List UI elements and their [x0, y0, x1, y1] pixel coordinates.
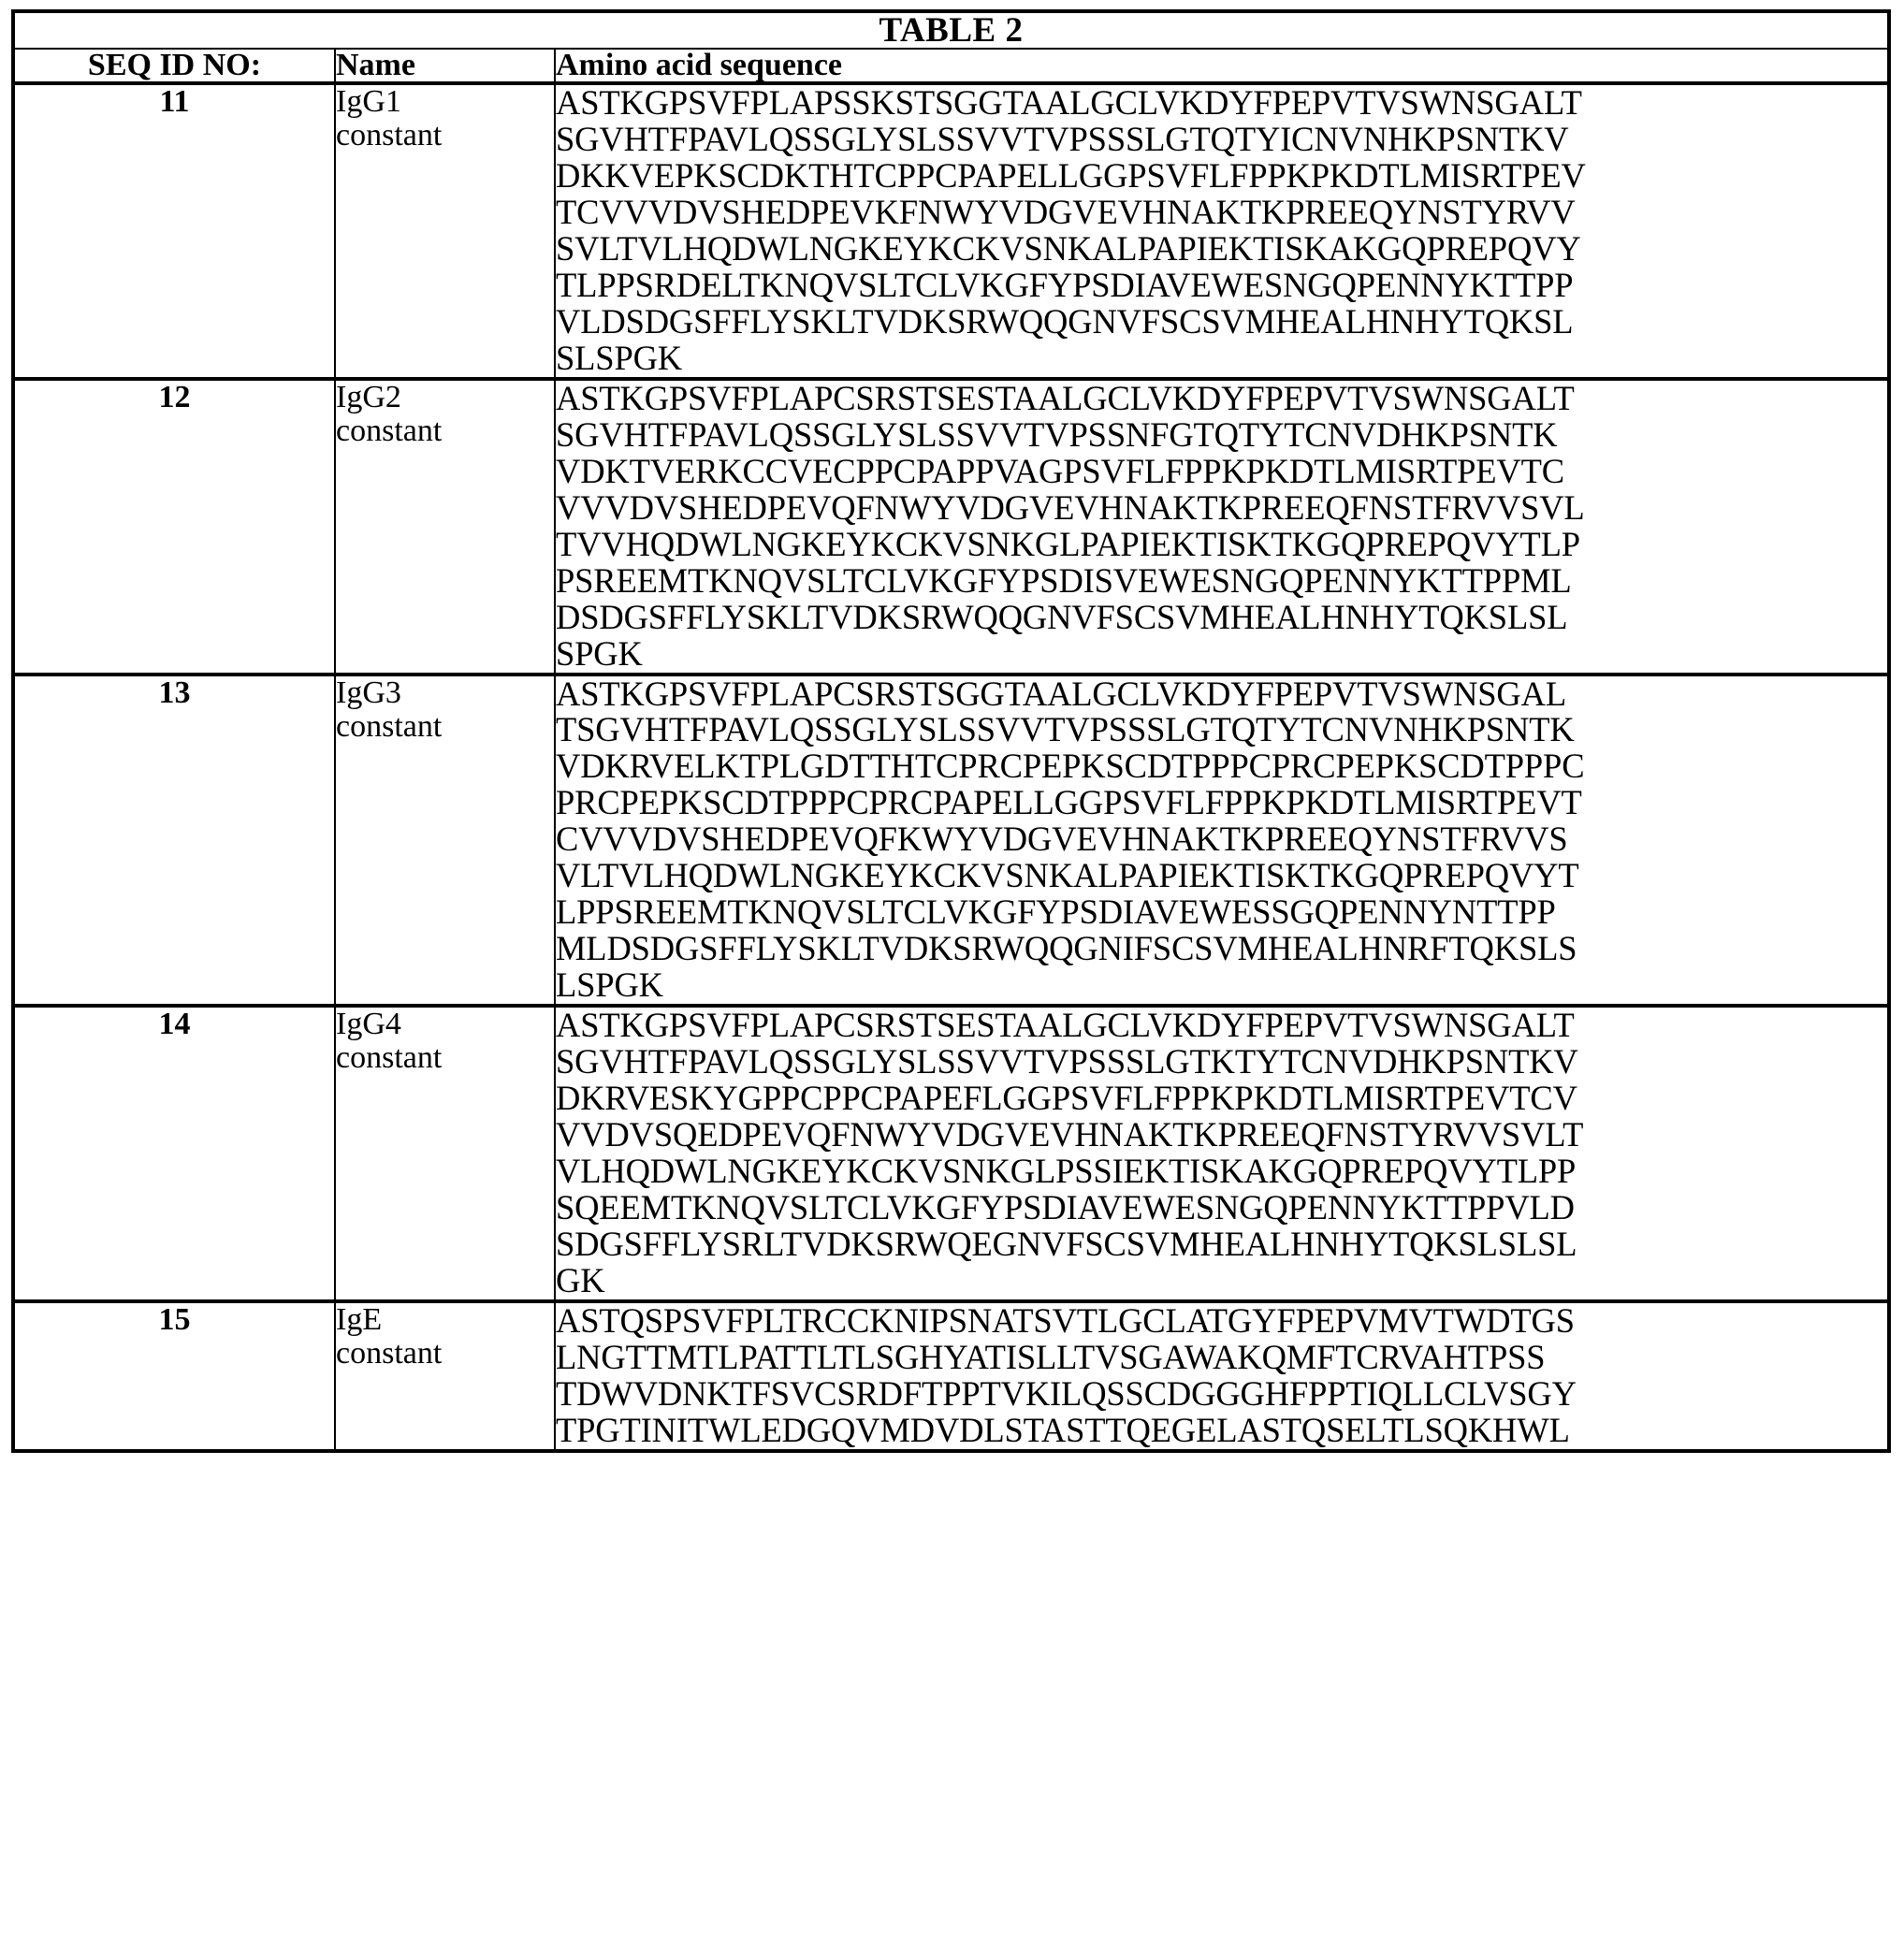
- table-row: [13, 1006, 1889, 1301]
- sequence-line: TCVVVDVSHEDPEVKFNWYVDGVEVHNAKTKPREEQYNSTYRVV: [556, 192, 1576, 231]
- cell-amino-acid-sequence: [555, 83, 1889, 379]
- table-title: TABLE 2: [13, 11, 1889, 49]
- sequence-line: VDKTVERKCCVECPPCPAPPVAGPSVFLFPPKPKDTLMISRTPEVTC: [556, 451, 1564, 490]
- sequence-line: TDWVDNKTFSVCSRDFTPPTVKILQSSCDGGGHFPPTIQLLCLVSGY: [556, 1373, 1577, 1413]
- name-line: constant: [336, 413, 443, 448]
- name-line: constant: [336, 118, 443, 153]
- cell-seq-id: 11: [13, 83, 335, 379]
- cell-name: [335, 1301, 555, 1451]
- sequence-line: PRCPEPKSCDTPPPCPRCPAPELLGGPSVFLFPPKPKDTLMISRTPEVT: [556, 783, 1582, 822]
- table-row: [13, 675, 1889, 1007]
- sequence-line: SDGSFFLYSRLTVDKSRWQEGNVFSCSVMHEALHNHYTQKSLSLSL: [556, 1225, 1577, 1264]
- name-line: IgG1: [336, 84, 401, 119]
- column-header-row: [13, 49, 1889, 83]
- column-header-name: Name: [335, 49, 555, 83]
- table-header: [13, 11, 1889, 83]
- sequence-line: SLSPGK: [556, 338, 683, 377]
- sequence-line: CVVVDVSHEDPEVQFKWYVDGVEVHNAKTKPREEQYNSTFRVVS: [556, 820, 1568, 859]
- table-title-row: [13, 11, 1889, 49]
- cell-name: [335, 1006, 555, 1301]
- sequence-line: SVLTVLHQDWLNGKEYKCKVSNKALPAPIEKTISKAKGQPREPQVY: [556, 228, 1581, 268]
- sequence-line: SGVHTFPAVLQSSGLYSLSSVVTVPSSNFGTQTYTCNVDHKPSNTK: [556, 414, 1558, 454]
- sequence-table: [11, 9, 1891, 1453]
- sequence-line: ASTKGPSVFPLAPSSKSTSGGTAALGCLVKDYFPEPVTVSWNSGALT: [556, 83, 1582, 122]
- name-line: constant: [336, 1040, 443, 1076]
- table-body: [13, 83, 1889, 1451]
- sequence-line: TPGTINITWLEDGQVMDVDLSTASTTQEGELASTQSELTLSQKHWL: [556, 1410, 1570, 1449]
- sequence-line: SQEEMTKNQVSLTCLVKGFYPSDIAVEWESNGQPENNYKTTPPVLD: [556, 1188, 1575, 1227]
- name-line: IgG4: [336, 1007, 401, 1042]
- sequence-line: DKRVESKYGPPCPPCPAPEFLGGPSVFLFPPKPKDTLMISRTPEVTCV: [556, 1079, 1577, 1118]
- sequence-line: TVVHQDWLNGKEYKCKVSNKGLPAPIEKTISKTKGQPREPQVYTLP: [556, 524, 1580, 563]
- sequence-line: VLTVLHQDWLNGKEYKCKVSNKALPAPIEKTISKTKGQPREPQVYT: [556, 856, 1579, 895]
- cell-amino-acid-sequence: [555, 1006, 1889, 1301]
- sequence-line: SGVHTFPAVLQSSGLYSLSSVVTVPSSSLGTKTYTCNVDHKPSNTKV: [556, 1042, 1578, 1081]
- name-line: IgE: [336, 1301, 383, 1337]
- column-header-seq-id: SEQ ID NO:: [13, 49, 335, 83]
- sequence-line: TLPPSRDELTKNQVSLTCLVKGFYPSDIAVEWESNGQPENNYKTTPP: [556, 265, 1574, 304]
- cell-amino-acid-sequence: [555, 1301, 1889, 1451]
- sequence-line: LSPGK: [556, 965, 663, 1005]
- sequence-line: VLHQDWLNGKEYKCKVSNKGLPSSIEKTISKAKGQPREPQVYTLPP: [556, 1152, 1577, 1191]
- sequence-line: GK: [556, 1261, 605, 1299]
- cell-name: [335, 83, 555, 379]
- name-line: constant: [336, 1336, 443, 1371]
- cell-name: [335, 675, 555, 1007]
- cell-amino-acid-sequence: [555, 675, 1889, 1007]
- name-line: constant: [336, 708, 443, 744]
- sequence-line: SGVHTFPAVLQSSGLYSLSSVVTVPSSSLGTQTYICNVNHKPSNTKV: [556, 119, 1569, 158]
- table-row: [13, 83, 1889, 379]
- table-row: [13, 379, 1889, 675]
- name-line: IgG3: [336, 675, 401, 710]
- sequence-line: VVDVSQEDPEVQFNWYVDGVEVHNAKTKPREEQFNSTYRVVSVLT: [556, 1115, 1584, 1154]
- cell-seq-id: 12: [13, 379, 335, 675]
- cell-seq-id: 14: [13, 1006, 335, 1301]
- sequence-line: VLDSDGSFFLYSKLTVDKSRWQQGNVFSCSVMHEALHNHYTQKSL: [556, 301, 1574, 341]
- sequence-line: DKKVEPKSCDKTHTCPPCPAPELLGGPSVFLFPPKPKDTLMISRTPEV: [556, 155, 1586, 195]
- cell-name: [335, 379, 555, 675]
- sequence-line: SPGK: [556, 633, 643, 673]
- sequence-line: VDKRVELKTPLGDTTHTCPRCPEPKSCDTPPPCPRCPEPKSCDTPPPC: [556, 747, 1585, 786]
- sequence-line: TSGVHTFPAVLQSSGLYSLSSVVTVPSSSLGTQTYTCNVNHKPSNTK: [556, 710, 1575, 749]
- sequence-line: ASTKGPSVFPLAPCSRSTSESTAALGCLVKDYFPEPVTVSWNSGALT: [556, 1006, 1575, 1045]
- sequence-line: ASTKGPSVFPLAPCSRSTSESTAALGCLVKDYFPEPVTVSWNSGALT: [556, 378, 1575, 417]
- sequence-line: LNGTTMTLPATTLTLSGHYATISLLTVSGAWAKQMFTCRVAHTPSS: [556, 1337, 1546, 1376]
- sequence-line: VVVDVSHEDPEVQFNWYVDGVEVHNAKTKPREEQFNSTFRVVSVL: [556, 487, 1585, 527]
- sequence-line: ASTQSPSVFPLTRCCKNIPSNATSVTLGCLATGYFPEPVMVTWDTGS: [556, 1300, 1575, 1340]
- sequence-line: LPPSREEMTKNQVSLTCLVKGFYPSDIAVEWESSGQPENNYNTTPP: [556, 892, 1556, 932]
- cell-seq-id: 15: [13, 1301, 335, 1451]
- sequence-line: PSREEMTKNQVSLTCLVKGFYPSDISVEWESNGQPENNYKTTPPML: [556, 560, 1572, 600]
- column-header-amino-acid-sequence: Amino acid sequence: [555, 49, 1889, 83]
- cell-seq-id: 13: [13, 675, 335, 1007]
- sequence-line: DSDGSFFLYSKLTVDKSRWQQGNVFSCSVMHEALHNHYTQKSLSL: [556, 597, 1568, 636]
- cell-amino-acid-sequence: [555, 379, 1889, 675]
- sequence-line: MLDSDGSFFLYSKLTVDKSRWQQGNIFSCSVMHEALHNRFTQKSLS: [556, 929, 1577, 968]
- sequence-line: ASTKGPSVFPLAPCSRSTSGGTAALGCLVKDYFPEPVTVSWNSGAL: [556, 674, 1566, 713]
- name-line: IgG2: [336, 379, 401, 414]
- table-row: [13, 1301, 1889, 1451]
